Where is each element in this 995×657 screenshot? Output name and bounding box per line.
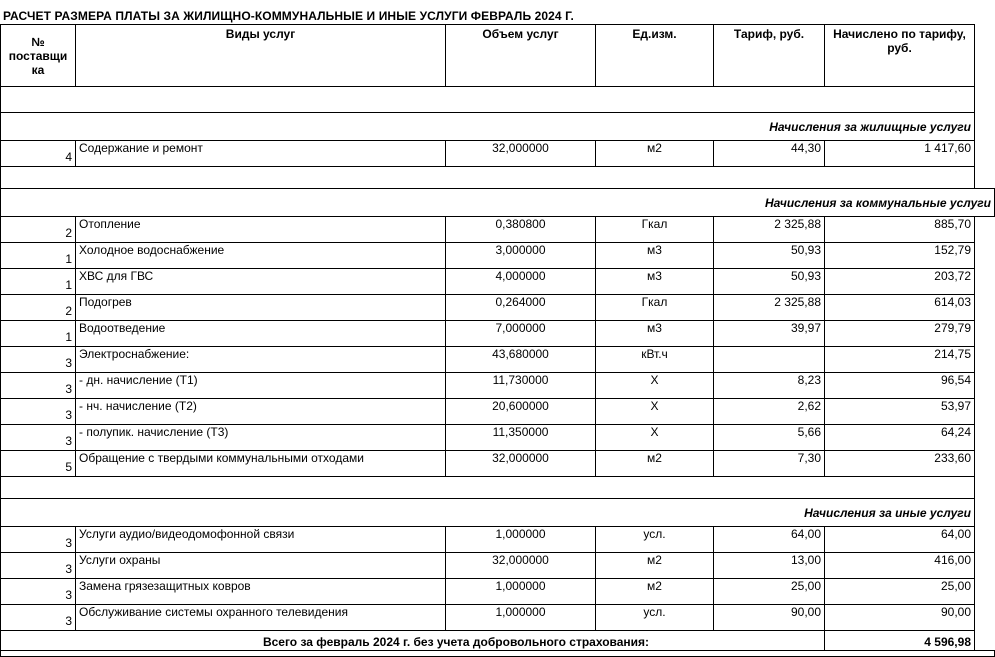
cell-unit: Гкал: [596, 217, 714, 243]
cell-volume: 20,600000: [446, 399, 596, 425]
cell-supplier: 5: [1, 451, 76, 477]
cell-tariff: 2 325,88: [714, 295, 825, 321]
cell-charged: 416,00: [825, 553, 975, 579]
spacer-row: [1, 477, 995, 499]
cell-unit: Х: [596, 373, 714, 399]
extra-column: [975, 553, 995, 579]
extra-column: [975, 373, 995, 399]
cell-service: ХВС для ГВС: [76, 269, 446, 295]
service-row: [1, 451, 995, 477]
cell-charged: 279,79: [825, 321, 975, 347]
spacer-cell: [1, 87, 975, 113]
cell-unit: усл.: [596, 605, 714, 631]
service-row: [1, 527, 995, 553]
extra-column: [975, 113, 995, 141]
cell-volume: 7,000000: [446, 321, 596, 347]
cell-volume: 0,264000: [446, 295, 596, 321]
cell-tariff: 2 325,88: [714, 217, 825, 243]
cell-service: - нч. начисление (Т2): [76, 399, 446, 425]
cell-charged: 96,54: [825, 373, 975, 399]
cell-supplier: 3: [1, 553, 76, 579]
service-row: [1, 373, 995, 399]
cell-service: Содержание и ремонт: [76, 141, 446, 167]
service-row: [1, 579, 995, 605]
extra-column: [975, 425, 995, 451]
service-row: [1, 399, 995, 425]
service-row: [1, 347, 995, 373]
cell-charged: 64,00: [825, 527, 975, 553]
cell-charged: 1 417,60: [825, 141, 975, 167]
cell-service: Холодное водоснабжение: [76, 243, 446, 269]
cell-unit: м3: [596, 269, 714, 295]
cell-supplier: 3: [1, 527, 76, 553]
cell-service: Электроснабжение:: [76, 347, 446, 373]
spacer-cell: [1, 167, 975, 189]
cell-tariff: 64,00: [714, 527, 825, 553]
section-title: Начисления за иные услуги: [1, 499, 975, 527]
section-title: Начисления за коммунальные услуги: [1, 189, 995, 217]
section-row: [1, 499, 995, 527]
cell-unit: м2: [596, 451, 714, 477]
spacer-cell: [1, 651, 995, 657]
cell-unit: усл.: [596, 527, 714, 553]
cell-unit: кВт.ч: [596, 347, 714, 373]
cell-service: - дн. начисление (Т1): [76, 373, 446, 399]
cell-unit: м2: [596, 553, 714, 579]
cell-charged: 152,79: [825, 243, 975, 269]
cell-volume: 1,000000: [446, 527, 596, 553]
cell-unit: Х: [596, 425, 714, 451]
cell-service: Отопление: [76, 217, 446, 243]
cell-tariff: 8,23: [714, 373, 825, 399]
extra-column: [975, 87, 995, 113]
cell-service: Подогрев: [76, 295, 446, 321]
cell-service: Обслуживание системы охранного телевидения: [76, 605, 446, 631]
cell-volume: 32,000000: [446, 553, 596, 579]
header-row: [1, 25, 995, 87]
service-row: [1, 295, 995, 321]
cell-tariff: 7,30: [714, 451, 825, 477]
extra-column: [975, 451, 995, 477]
document-title: РАСЧЕТ РАЗМЕРА ПЛАТЫ ЗА ЖИЛИЩНО-КОММУНАЛЬНЫЕ И ИНЫЕ УСЛУГИ ФЕВРАЛЬ 2024 Г.: [3, 9, 574, 23]
service-row: [1, 269, 995, 295]
cell-service: Услуги охраны: [76, 553, 446, 579]
extra-column: [975, 477, 995, 499]
header-unit: Ед.изм.: [596, 25, 714, 87]
total-amount: 4 596,98: [825, 631, 975, 651]
spacer-cell: [1, 477, 975, 499]
cell-unit: м3: [596, 321, 714, 347]
cell-tariff: 50,93: [714, 243, 825, 269]
cell-volume: 32,000000: [446, 451, 596, 477]
service-row: [1, 553, 995, 579]
cell-charged: 233,60: [825, 451, 975, 477]
cell-supplier: 3: [1, 399, 76, 425]
cell-charged: 203,72: [825, 269, 975, 295]
table-body: [1, 25, 995, 657]
extra-column: [975, 631, 995, 651]
service-row: [1, 141, 995, 167]
cell-unit: м2: [596, 141, 714, 167]
extra-column: [975, 243, 995, 269]
extra-column: [975, 499, 995, 527]
cell-service: - полупик. начисление (Т3): [76, 425, 446, 451]
cell-volume: 4,000000: [446, 269, 596, 295]
cell-supplier: 2: [1, 217, 76, 243]
cell-volume: 32,000000: [446, 141, 596, 167]
cell-volume: 3,000000: [446, 243, 596, 269]
cell-tariff: 5,66: [714, 425, 825, 451]
extra-column: [975, 527, 995, 553]
cell-tariff: 50,93: [714, 269, 825, 295]
spacer-row: [1, 87, 995, 113]
cell-volume: 1,000000: [446, 605, 596, 631]
section-row: [1, 113, 995, 141]
cell-service: Замена грязезащитных ковров: [76, 579, 446, 605]
extra-column: [975, 269, 995, 295]
cell-service: Обращение с твердыми коммунальными отходами: [76, 451, 446, 477]
cell-supplier: 3: [1, 579, 76, 605]
cell-service: Водоотведение: [76, 321, 446, 347]
cell-tariff: [714, 347, 825, 373]
cell-supplier: 3: [1, 347, 76, 373]
cell-charged: 885,70: [825, 217, 975, 243]
service-row: [1, 243, 995, 269]
extra-column: [975, 347, 995, 373]
cell-supplier: 1: [1, 243, 76, 269]
extra-column: [975, 321, 995, 347]
header-volume: Объем услуг: [446, 25, 596, 87]
header-supplier: № поставщи ка: [1, 25, 76, 87]
cell-supplier: 3: [1, 605, 76, 631]
cell-charged: 25,00: [825, 579, 975, 605]
service-row: [1, 217, 995, 243]
cell-supplier: 2: [1, 295, 76, 321]
service-row: [1, 605, 995, 631]
cell-unit: м2: [596, 579, 714, 605]
cell-charged: 90,00: [825, 605, 975, 631]
cell-volume: 0,380800: [446, 217, 596, 243]
header-charged: Начислено по тарифу, руб.: [825, 25, 975, 87]
cell-volume: 11,730000: [446, 373, 596, 399]
cell-unit: Х: [596, 399, 714, 425]
header-tariff: Тариф, руб.: [714, 25, 825, 87]
extra-column: [975, 605, 995, 631]
cell-charged: 614,03: [825, 295, 975, 321]
cell-tariff: 39,97: [714, 321, 825, 347]
cell-charged: 64,24: [825, 425, 975, 451]
total-label: Всего за февраль 2024 г. без учета добровольного страхования:: [1, 631, 825, 651]
cell-unit: м3: [596, 243, 714, 269]
cell-supplier: 3: [1, 373, 76, 399]
cell-volume: 1,000000: [446, 579, 596, 605]
spacer-row: [1, 651, 995, 657]
cell-tariff: 25,00: [714, 579, 825, 605]
extra-column: [975, 295, 995, 321]
cell-service: Услуги аудио/видеодомофонной связи: [76, 527, 446, 553]
cell-supplier: 4: [1, 141, 76, 167]
extra-column: [975, 25, 995, 87]
cell-tariff: 90,00: [714, 605, 825, 631]
cell-supplier: 1: [1, 321, 76, 347]
cell-unit: Гкал: [596, 295, 714, 321]
extra-column: [975, 167, 995, 189]
cell-tariff: 2,62: [714, 399, 825, 425]
section-row: [1, 189, 995, 217]
service-row: [1, 321, 995, 347]
cell-supplier: 1: [1, 269, 76, 295]
charges-table: [0, 24, 995, 657]
spacer-row: [1, 167, 995, 189]
cell-charged: 214,75: [825, 347, 975, 373]
cell-charged: 53,97: [825, 399, 975, 425]
total-row: [1, 631, 995, 651]
cell-volume: 11,350000: [446, 425, 596, 451]
cell-tariff: 44,30: [714, 141, 825, 167]
header-service: Виды услуг: [76, 25, 446, 87]
extra-column: [975, 399, 995, 425]
cell-tariff: 13,00: [714, 553, 825, 579]
cell-supplier: 3: [1, 425, 76, 451]
section-title: Начисления за жилищные услуги: [1, 113, 975, 141]
cell-volume: 43,680000: [446, 347, 596, 373]
extra-column: [975, 217, 995, 243]
extra-column: [975, 579, 995, 605]
service-row: [1, 425, 995, 451]
extra-column: [975, 141, 995, 167]
